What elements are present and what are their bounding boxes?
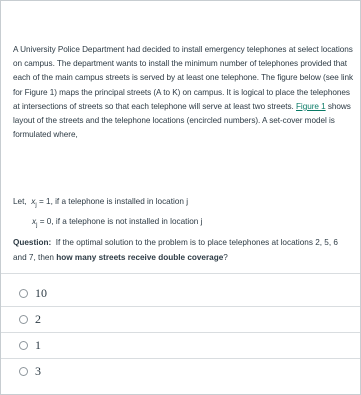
definition-text: = 0, if a telephone is not installed in location j bbox=[39, 217, 203, 226]
problem-text-continued: shows layout of the streets and the telephone locations (encircled numbers). A set-cover model is formulated where, bbox=[13, 101, 351, 140]
answer-option-4[interactable] bbox=[1, 358, 360, 384]
problem-text-intro: A University Police Department had decided to install emergency telephones at select locations on campus. The department wants to install the minimum number of telephones provided that each of the main campus streets is served by at least one telephone. The figure below (see link for Figure 1) maps the principal streets (A to K) on campus. It is logical to place the telephones at intersections of streets so that each telephone will serve at least two streets. bbox=[13, 45, 354, 111]
question-end: ? bbox=[223, 252, 228, 262]
radio-button[interactable] bbox=[19, 341, 28, 350]
question-text: If the optimal solution to the problem is to place telephones at locations 2, 5, 6 and 7, then bbox=[13, 238, 338, 262]
answers-divider bbox=[1, 273, 360, 274]
radio-button[interactable] bbox=[19, 315, 28, 324]
answer-label: 10 bbox=[35, 285, 47, 300]
answer-label: 3 bbox=[35, 363, 41, 378]
question-emphasis: how many streets receive double coverage bbox=[56, 252, 224, 262]
question-prompt bbox=[13, 236, 353, 265]
radio-button[interactable] bbox=[19, 289, 28, 298]
figure-1-link[interactable]: Figure 1 bbox=[295, 101, 326, 111]
definition-prefix: Let, bbox=[13, 197, 27, 206]
answer-label: 1 bbox=[35, 337, 41, 352]
variable-x: $x_j$ bbox=[32, 217, 38, 229]
answer-option-1[interactable] bbox=[1, 280, 360, 306]
variable-x: $x_j$ bbox=[31, 197, 37, 209]
definition-text: = 1, if a telephone is installed in location j bbox=[38, 197, 189, 206]
answer-label: 2 bbox=[35, 311, 41, 326]
problem-statement bbox=[13, 43, 355, 142]
answer-list bbox=[1, 280, 360, 384]
variable-definition-1 bbox=[13, 196, 188, 212]
answer-option-3[interactable] bbox=[1, 332, 360, 358]
answer-option-2[interactable] bbox=[1, 306, 360, 332]
radio-button[interactable] bbox=[19, 367, 28, 376]
question-label: Question: bbox=[13, 238, 52, 247]
variable-definition-2 bbox=[32, 216, 202, 232]
